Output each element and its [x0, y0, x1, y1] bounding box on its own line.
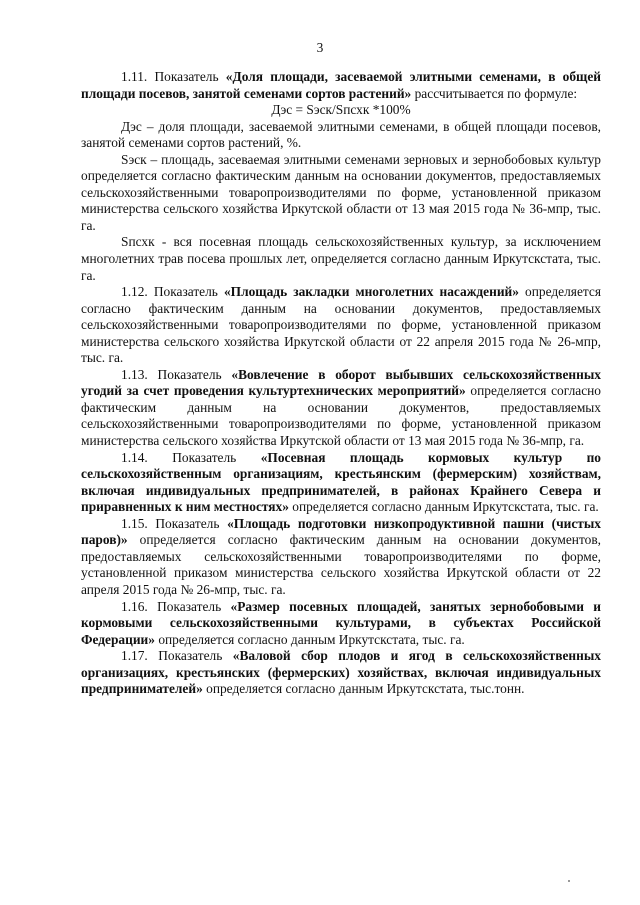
indicator-title: «Размер посевных площадей, занятых зернобобовыми и кормовыми сельскохозяйственными культурами, в субъектах Российской Федерации» — [81, 598, 601, 647]
paragraph-1-15 — [81, 516, 601, 599]
paragraph-1-13 — [81, 367, 601, 450]
paragraph-spshk-definition: Sпсхк - вся посевная площадь сельскохозяйственных культур, за исключением многолетних трав посева прошлых лет, определяется согласно данным Иркутскстата, тыс. га. — [81, 234, 601, 283]
formula: Дэс = Sэск/Sпсхк *100% — [271, 102, 411, 118]
indicator-number: 1.14. Показатель — [121, 449, 261, 465]
page-number: 3 — [316, 40, 324, 55]
indicator-description: определяется согласно фактическим данным на основании документов, предоставляемых сельскохозяйственными товаропроизводителями по форме, установленной приказом министерства сельского хозяйства Иркутской области от 13 мая 2015 года № 36-мпр, га. — [81, 383, 601, 449]
indicator-number: 1.12. Показатель — [121, 284, 224, 300]
indicator-number: 1.15. Показатель — [121, 515, 228, 531]
indicator-title: «Площадь подготовки низкопродуктивной пашни (чистых паров)» — [81, 515, 602, 548]
indicator-title: «Валовой сбор плодов и ягод в сельскохозяйственных организациях, крестьянских (фермерских) хозяйствах, включая индивидуальных предпринимателей» — [81, 648, 601, 697]
indicator-number: 1.11. Показатель — [121, 69, 226, 84]
paragraph-sesk-definition: Sэск – площадь, засеваемая элитными семенами зерновых и зернобобовых культур определяется согласно фактическим данным на основании документов, предоставляемых сельскохозяйственными товаропроизводителями по форме, установленной приказом министерства сельского хозяйства Иркутской области от 13 мая 2015 года № 36-мпр, тыс. га. — [81, 151, 601, 233]
indicator-title: «Доля площади, засеваемой элитными семенами, в общей площади посевов, занятой семенами сортов растений» — [81, 69, 601, 101]
indicator-number: 1.13. Показатель — [121, 366, 232, 382]
document-body — [81, 69, 601, 698]
paragraph-1-11 — [81, 69, 601, 102]
indicator-number: 1.16. Показатель — [121, 598, 231, 614]
indicator-number: 1.17. Показатель — [121, 648, 233, 664]
paragraph-1-14 — [81, 450, 601, 516]
indicator-description: определяется согласно данным Иркутскстата, тыс.тонн. — [202, 681, 525, 697]
indicator-description: определяется согласно данным Иркутскстата, тыс. га. — [154, 631, 465, 647]
scan-dot — [568, 880, 570, 882]
paragraph-des-definition: Дэс – доля площади, засеваемой элитными семенами, в общей площади посевов, занятой семенами сортов растений, %. — [81, 118, 601, 151]
indicator-description: определяется согласно фактическим данным на основании документов, предоставляемых сельскохозяйственными товаропроизводителями по форме, установленной приказом министерства сельского хозяйства Иркутской области от 22 апреля 2015 года № 26-мпр, тыс. га. — [81, 284, 602, 366]
paragraph-1-16 — [81, 599, 601, 649]
indicator-title: «Площадь закладки многолетних насаждений» — [223, 284, 519, 300]
indicator-title: «Вовлечение в оборот выбывших сельскохозяйственных угодий за счет проведения культуртехнических мероприятий» — [81, 366, 601, 399]
indicator-title: «Посевная площадь кормовых культур по сельскохозяйственным организациям, крестьянским (фермерским) хозяйствам, включая индивидуальных предпринимателей, в районах Крайнего Севера и приравненных к ним местностях» — [81, 449, 601, 515]
indicator-description: рассчитывается по формуле: — [411, 85, 578, 101]
paragraph-1-17 — [81, 648, 601, 698]
indicator-description: определяется согласно фактическим данным на основании документов, предоставляемых сельскохозяйственными товаропроизводителями по форме, установленной приказом министерства сельского хозяйства Иркутской области от 22 апреля 2015 года № 26-мпр, тыс. га. — [81, 532, 601, 597]
indicator-description: определяется согласно данным Иркутскстата, тыс. га. — [288, 499, 599, 515]
paragraph-1-12 — [81, 284, 601, 367]
